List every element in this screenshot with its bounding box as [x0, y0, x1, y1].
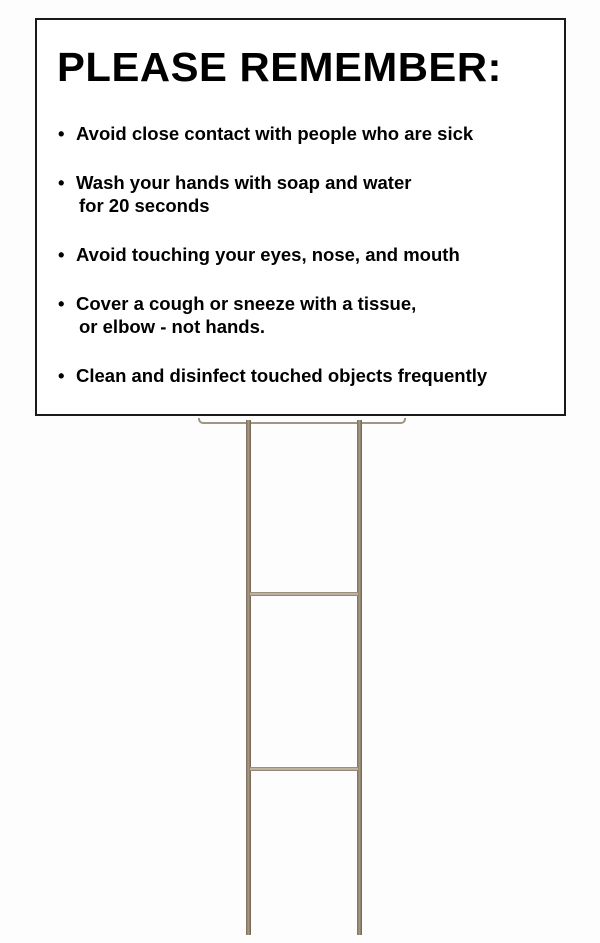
sign-list-item: [58, 292, 416, 338]
item-text: Clean and disinfect touched objects frequently: [76, 365, 488, 386]
item-text: Cover a cough or sneeze with a tissue,: [76, 293, 417, 314]
item-text: Avoid touching your eyes, nose, and mouth: [76, 244, 460, 265]
bullet-icon: •: [58, 293, 65, 314]
bullet-icon: •: [58, 172, 65, 193]
sign-title: PLEASE REMEMBER:: [57, 44, 502, 90]
sign-list-item: [58, 171, 411, 217]
bullet-icon: •: [58, 365, 65, 386]
stake-right-leg: [357, 420, 362, 935]
stake-top-rail: [198, 418, 406, 424]
bullet-icon: •: [58, 123, 65, 144]
sign-list-item: [58, 122, 473, 145]
item-text: Wash your hands with soap and water: [76, 172, 412, 193]
bullet-icon: •: [58, 244, 65, 265]
stake-crossbar-upper: [250, 592, 358, 596]
item-text-continued: for 20 seconds: [79, 195, 210, 216]
sign-list-item: [58, 364, 487, 387]
yard-sign: [35, 18, 566, 416]
stake-crossbar-lower: [250, 767, 358, 771]
item-text-continued: or elbow - not hands.: [79, 316, 266, 337]
item-text: Avoid close contact with people who are sick: [76, 123, 474, 144]
sign-list-item: [58, 243, 460, 266]
stake-left-leg: [246, 420, 251, 935]
